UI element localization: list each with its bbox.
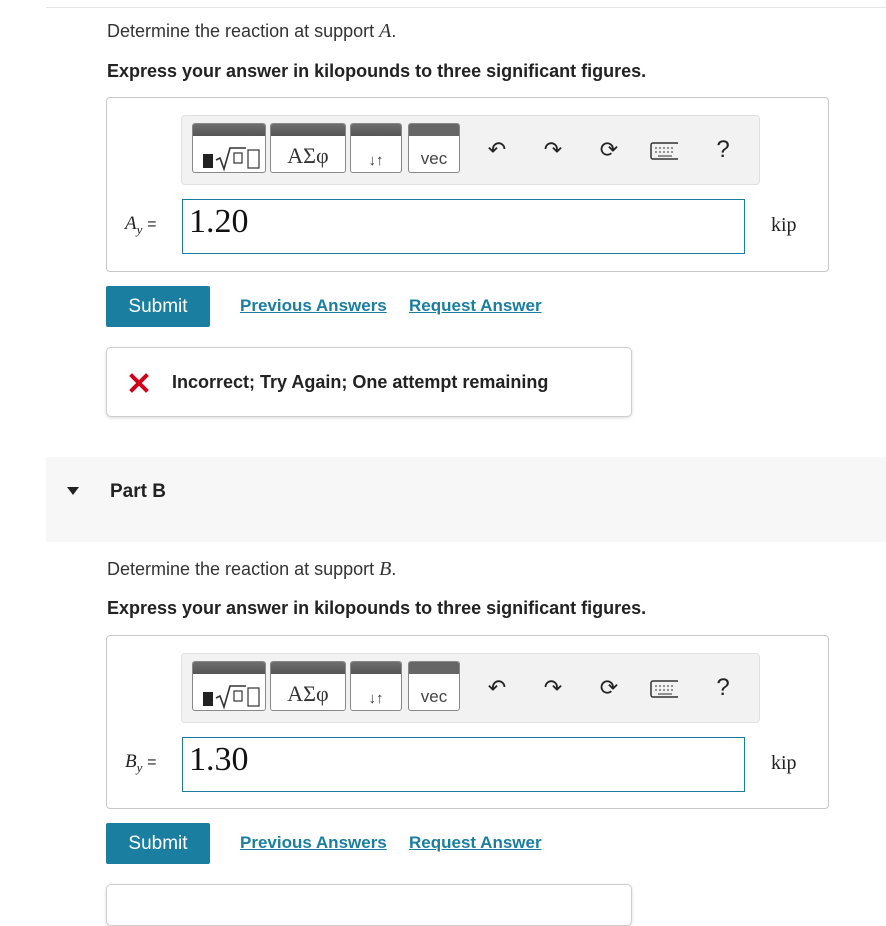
- previous-answers-link-a[interactable]: Previous Answers: [240, 296, 387, 315]
- reset-icon[interactable]: ⟳: [599, 675, 619, 700]
- instruction-a: Express your answer in kilopounds to three significant figures.: [107, 61, 647, 81]
- variable-b-symbol: B: [125, 751, 137, 772]
- math-toolbar-b: [181, 653, 760, 723]
- vector-button[interactable]: vec: [408, 123, 460, 173]
- variable-a-symbol: A: [125, 213, 137, 234]
- undo-icon[interactable]: ↶: [487, 675, 507, 700]
- template-radical-icon: [201, 142, 261, 172]
- answer-input-b[interactable]: [182, 737, 745, 792]
- equals-a: =: [147, 216, 157, 233]
- variable-label-b: [125, 751, 156, 776]
- request-answer-link-a[interactable]: Request Answer: [409, 296, 542, 315]
- template-radical-icon: [201, 680, 261, 710]
- collapse-triangle-icon[interactable]: [66, 486, 80, 496]
- question-a-period: .: [391, 21, 397, 41]
- redo-icon[interactable]: ↷: [543, 675, 563, 700]
- question-b-text: Determine the reaction at support: [107, 559, 375, 579]
- variable-a-subscript: y: [136, 221, 143, 237]
- feedback-box-b-partial: [106, 884, 632, 926]
- answer-value-b: 1.30: [189, 741, 249, 778]
- help-icon[interactable]: ?: [716, 136, 730, 163]
- submit-button-b[interactable]: Submit: [106, 823, 210, 864]
- request-answer-link-b[interactable]: Request Answer: [409, 833, 542, 852]
- undo-icon[interactable]: ↶: [487, 137, 507, 162]
- answer-panel-a: [106, 97, 829, 272]
- redo-icon[interactable]: ↷: [543, 137, 563, 162]
- question-b: [107, 558, 396, 581]
- templates-button[interactable]: [192, 661, 266, 711]
- feedback-box: [106, 347, 632, 417]
- previous-answers-link-b[interactable]: Previous Answers: [240, 833, 387, 852]
- templates-button[interactable]: [192, 123, 266, 173]
- error-x-icon: [129, 373, 149, 393]
- part-b-title: Part B: [110, 481, 166, 502]
- keyboard-icon[interactable]: [650, 141, 678, 169]
- greek-symbols-button[interactable]: ΑΣφ: [270, 661, 346, 711]
- top-divider: [46, 7, 886, 8]
- reset-icon[interactable]: ⟳: [599, 137, 619, 162]
- arrows-button[interactable]: ↓↑: [350, 661, 402, 711]
- part-b-header[interactable]: [46, 457, 886, 542]
- help-icon[interactable]: ?: [716, 674, 730, 701]
- question-a-text: Determine the reaction at support: [107, 21, 375, 41]
- vector-button[interactable]: vec: [408, 661, 460, 711]
- question-a: [107, 20, 396, 43]
- feedback-message: Incorrect; Try Again; One attempt remaining: [172, 372, 549, 392]
- unit-a: kip: [771, 214, 797, 236]
- variable-label-a: [125, 213, 156, 238]
- submit-button-a[interactable]: Submit: [106, 286, 210, 327]
- math-toolbar-a: [181, 115, 760, 185]
- support-a-symbol: A: [379, 20, 392, 42]
- support-b-symbol: B: [379, 558, 392, 580]
- greek-symbols-button[interactable]: ΑΣφ: [270, 123, 346, 173]
- variable-b-subscript: y: [136, 759, 143, 775]
- unit-b: kip: [771, 752, 797, 774]
- answer-panel-b: [106, 635, 829, 809]
- equals-b: =: [147, 754, 157, 771]
- keyboard-icon[interactable]: [650, 679, 678, 707]
- arrows-button[interactable]: ↓↑: [350, 123, 402, 173]
- answer-value-a: 1.20: [189, 203, 249, 240]
- answer-input-a[interactable]: [182, 199, 745, 254]
- instruction-b: Express your answer in kilopounds to three significant figures.: [107, 598, 647, 618]
- question-b-period: .: [391, 559, 397, 579]
